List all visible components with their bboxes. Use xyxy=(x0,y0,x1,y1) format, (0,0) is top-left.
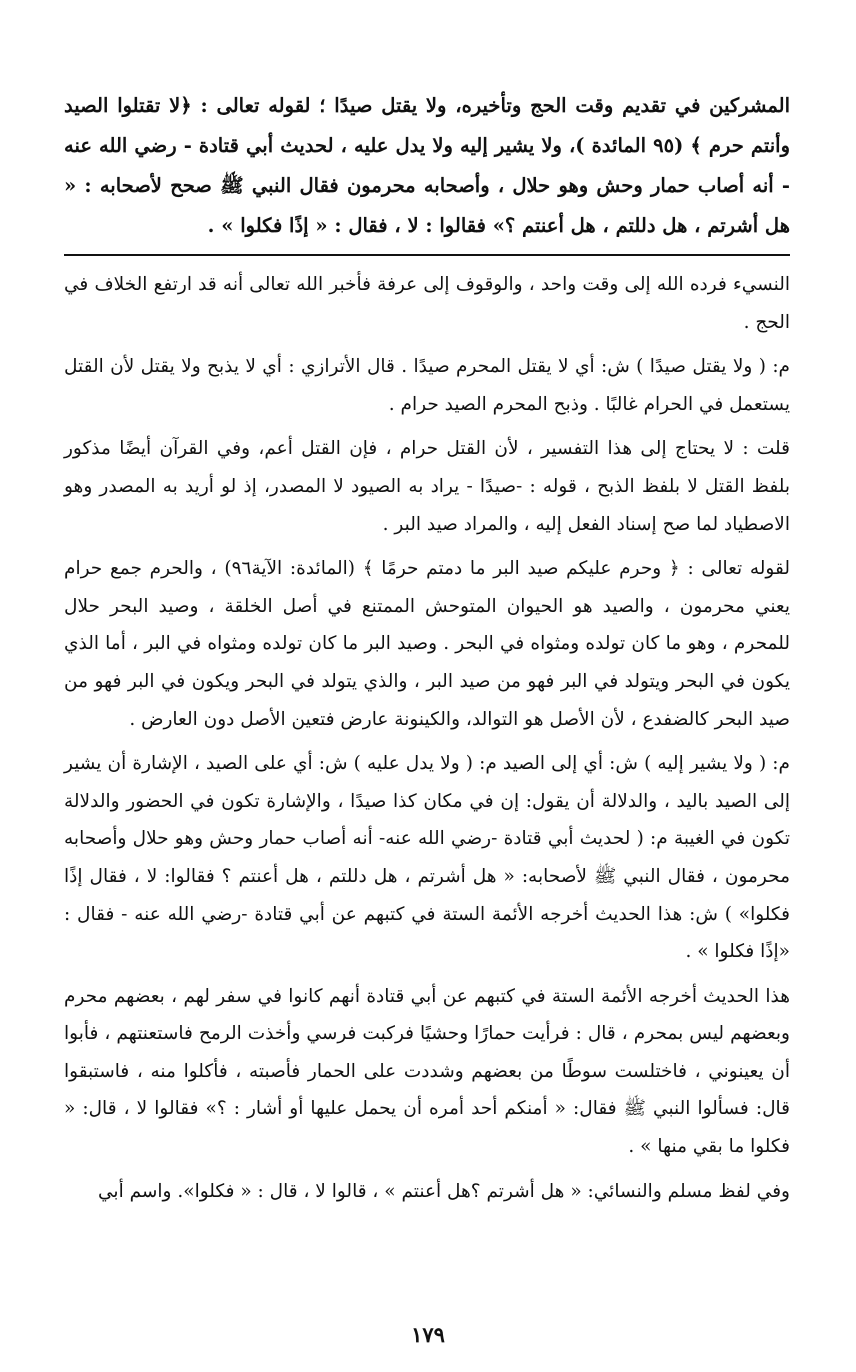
commentary-paragraph: هذا الحديث أخرجه الأئمة الستة في كتبهم عن أبي قتادة أنهم كانوا في سفر لهم ، بعضهم محرم وبعضهم ليس بمحرم ، قال : فرأيت حمارًا وحشيًا فركبت فرسي وأخذت الرمح فاستعنتهم ، فأبوا أن يعينوني ، فاختلست سوطًا من بعضهم وشددت على الحمار فأصبته ، فأكلوا منه ، فاستبقوا قال: فسألوا النبي ﷺ فقال: « أمنكم أحد أمره أن يحمل عليها أو أشار : ؟» فقالوا لا ، قال: « فكلوا ما بقي منها » . xyxy=(64,985,790,1158)
matn-text: المشركين في تقديم وقت الحج وتأخيره، ولا يقتل صيدًا ؛ لقوله تعالى : ﴿لا تقتلوا الصيد وأنتم حرم ﴾ (٩٥ المائدة )، ولا يشير إليه ولا يدل عليه ، لحديث أبي قتادة - رضي الله عنه - أنه أصاب حمار وحش وهو حلال ، وأصحابه محرمون فقال النبي ﷺ صحح لأصحابه : « هل أشرتم ، هل دللتم ، هل أعنتم ؟» فقالوا : لا ، فقال : « إذًا فكلوا » . xyxy=(64,94,790,237)
commentary-paragraph: م: ( ولا يقتل صيدًا ) ش: أي لا يقتل المحرم صيدًا . قال الأترازي : أي لا يذبح ولا يقتل لأن القتل يستعمل في الحرام غالبًا . وذبح المحرم الصيد حرام . xyxy=(64,356,790,415)
page-number: ١٧٩ xyxy=(411,1322,445,1347)
commentary-paragraph: م: ( ولا يشير إليه ) ش: أي إلى الصيد م: ( ولا يدل عليه ) ش: أي على الصيد ، الإشارة أن يشير إلى الصيد باليد ، والدلالة أن يقول: إن في مكان كذا صيدًا ، والإشارة تكون في الحضور والدلالة تكون في الغيبة م: ( لحديث أبي قتادة -رضي الله عنه- أنه أصاب حمار وحش وهو حلال وأصحابه محرمون ، فقال النبي ﷺ لأصحابه: « هل أشرتم ، هل دللتم ، هل أعنتم ؟ فقالوا: لا ، فقال إذًا فكلوا» ) ش: هذا الحديث أخرجه الأئمة الستة في كتبهم عن أبي قتادة -رضي الله عنه - فقال : «إذًا فكلوا » . xyxy=(64,753,790,963)
commentary-paragraph: النسيء فرده الله إلى وقت واحد ، والوقوف إلى عرفة فأخبر الله تعالى أنه قد ارتفع الخلاف في الحج . xyxy=(64,274,790,333)
commentary-paragraph: لقوله تعالى : ﴿ وحرم عليكم صيد البر ما دمتم حرمًا ﴾ (المائدة: الآية٩٦) ، والحرم جمع حرام يعني محرمون ، والصيد هو الحيوان المتوحش الممتنع في أصل الخلقة ، وصيد البحر حلال للمحرم ، وهو ما كان تولده ومثواه في البحر . وصيد البر ما كان تولده ومثواه في البر ، أما الذي يكون في البحر ويتولد في البر فهو من صيد البر ، والذي يتولد في البحر ويكون في البر فهو من صيد البحر كالضفدع ، لأن الأصل هو التوالد، والكينونة عارض فتعين الأصل دون العارض . xyxy=(64,558,790,730)
commentary-paragraph: قلت : لا يحتاج إلى هذا التفسير ، لأن القتل حرام ، فإن القتل أعم، وفي القرآن أيضًا مذكور بلفظ القتل لا بلفظ الذبح ، قوله : -صيدًا - يراد به الصيود لا المصدر، إذ لو أريد به المصدر وهو الاصطياد لما صح إسناد الفعل إليه ، والمراد صيد البر . xyxy=(64,438,790,535)
separator-rule xyxy=(64,254,790,256)
commentary-paragraph: وفي لفظ مسلم والنسائي: « هل أشرتم ؟هل أعنتم » ، قالوا لا ، قال : « فكلوا». واسم أبي xyxy=(98,1180,790,1202)
